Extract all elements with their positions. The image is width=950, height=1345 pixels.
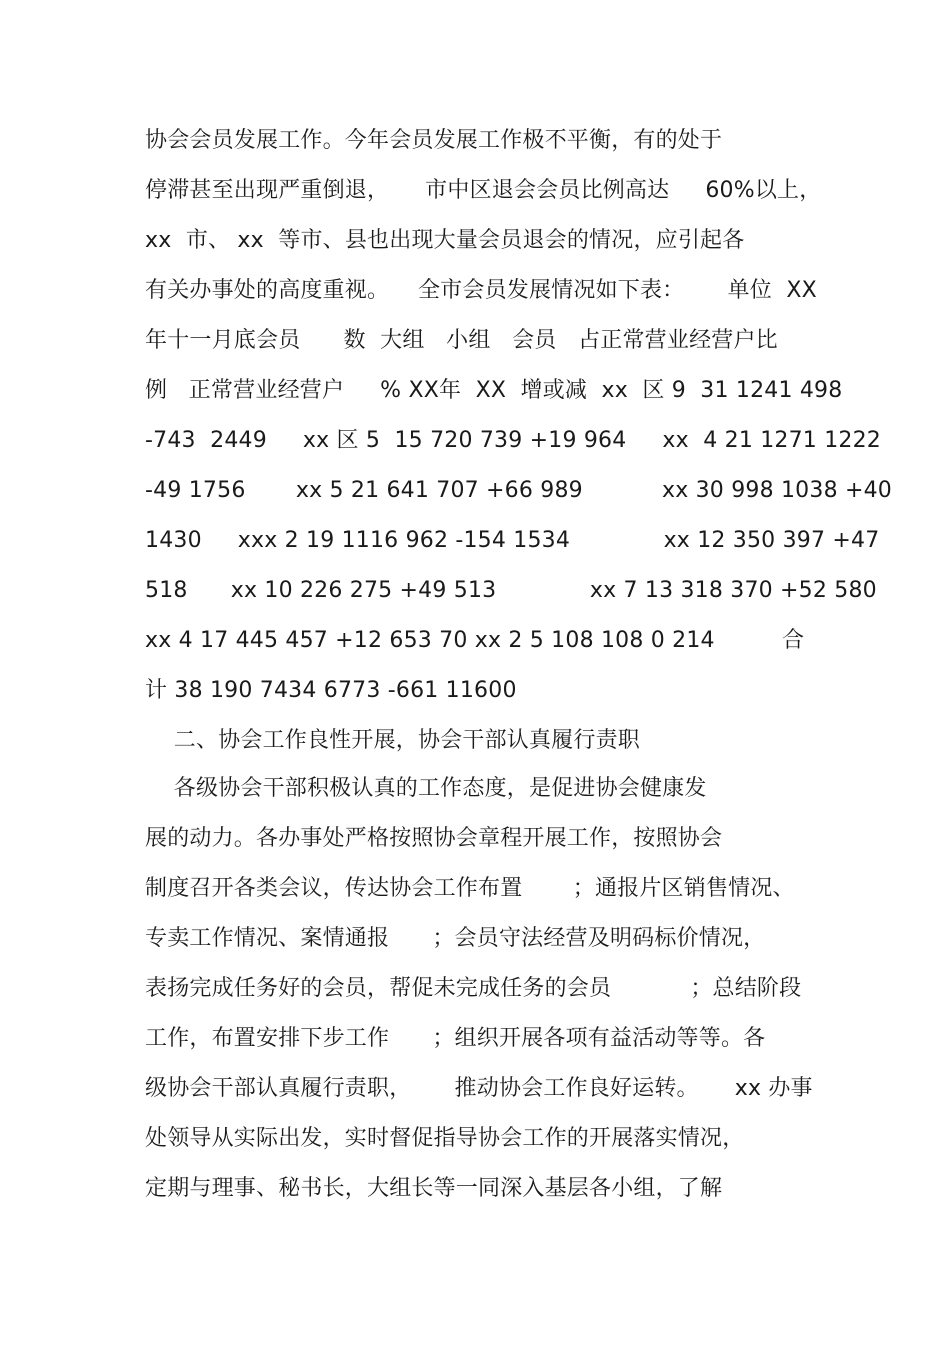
text-line-1: 协会会员发展工作。今年会员发展工作极不平衡，有的处于 [145, 128, 723, 153]
text-line-4: 有关办事处的高度重视。 全市会员发展情况如下表： 单位 XX [145, 278, 817, 303]
text-line-12: 计 38 190 7434 6773 -661 11600 [145, 678, 517, 703]
text-line-11-tail: 合 [782, 628, 805, 653]
text-line-16: 制度召开各类会议，传达协会工作布置 ；通报片区销售情况、 [145, 876, 795, 901]
text-line-19: 工作，布置安排下步工作 ；组织开展各项有益活动等等。各 [145, 1026, 766, 1051]
text-line-15: 展的动力。各办事处严格按照协会章程开展工作，按照协会 [145, 826, 723, 851]
text-line-7: -743 2449 xx 区 5 15 720 739 +19 964 xx 4 21 1271 1222 [145, 428, 881, 453]
text-line-2: 停滞甚至出现严重倒退， 市中区退会会员比例高达 60%以上， [145, 178, 822, 203]
text-line-14: 各级协会干部积极认真的工作态度，是促进协会健康发 [145, 776, 707, 801]
text-line-3: xx 市、 xx 等市、县也出现大量会员退会的情况，应引起各 [145, 228, 745, 253]
text-line-20: 级协会干部认真履行责职， 推动协会工作良好运转。 xx 办事 [145, 1076, 813, 1101]
text-line-8: -49 1756 xx 5 21 641 707 +66 989 xx 30 998 1038 +40 [145, 478, 892, 503]
text-line-21: 处领导从实际出发，实时督促指导协会工作的开展落实情况， [145, 1126, 745, 1151]
text-line-11: xx 4 17 445 457 +12 653 70 xx 2 5 108 108 0 214 [145, 628, 715, 653]
text-line-9: 1430 xxx 2 19 1116 962 -154 1534 xx 12 350 397 +47 [145, 528, 880, 553]
text-line-6: 例 正常营业经营户 % XX年 XX 增或减 xx 区 9 31 1241 498 [145, 378, 843, 403]
text-line-22: 定期与理事、秘书长，大组长等一同深入基层各小组，了解 [145, 1176, 723, 1201]
text-line-18: 表扬完成任务好的会员，帮促未完成任务的会员 ；总结阶段 [145, 976, 802, 1001]
text-line-17: 专卖工作情况、案情通报 ；会员守法经营及明码标价情况， [145, 926, 766, 951]
section-heading: 二、协会工作良性开展，协会干部认真履行责职 [145, 728, 640, 753]
text-line-10: 518 xx 10 226 275 +49 513 xx 7 13 318 370 +52 580 [145, 578, 877, 603]
text-line-5: 年十一月底会员 数 大组 小组 会员 占正常营业经营户比 [145, 328, 778, 353]
